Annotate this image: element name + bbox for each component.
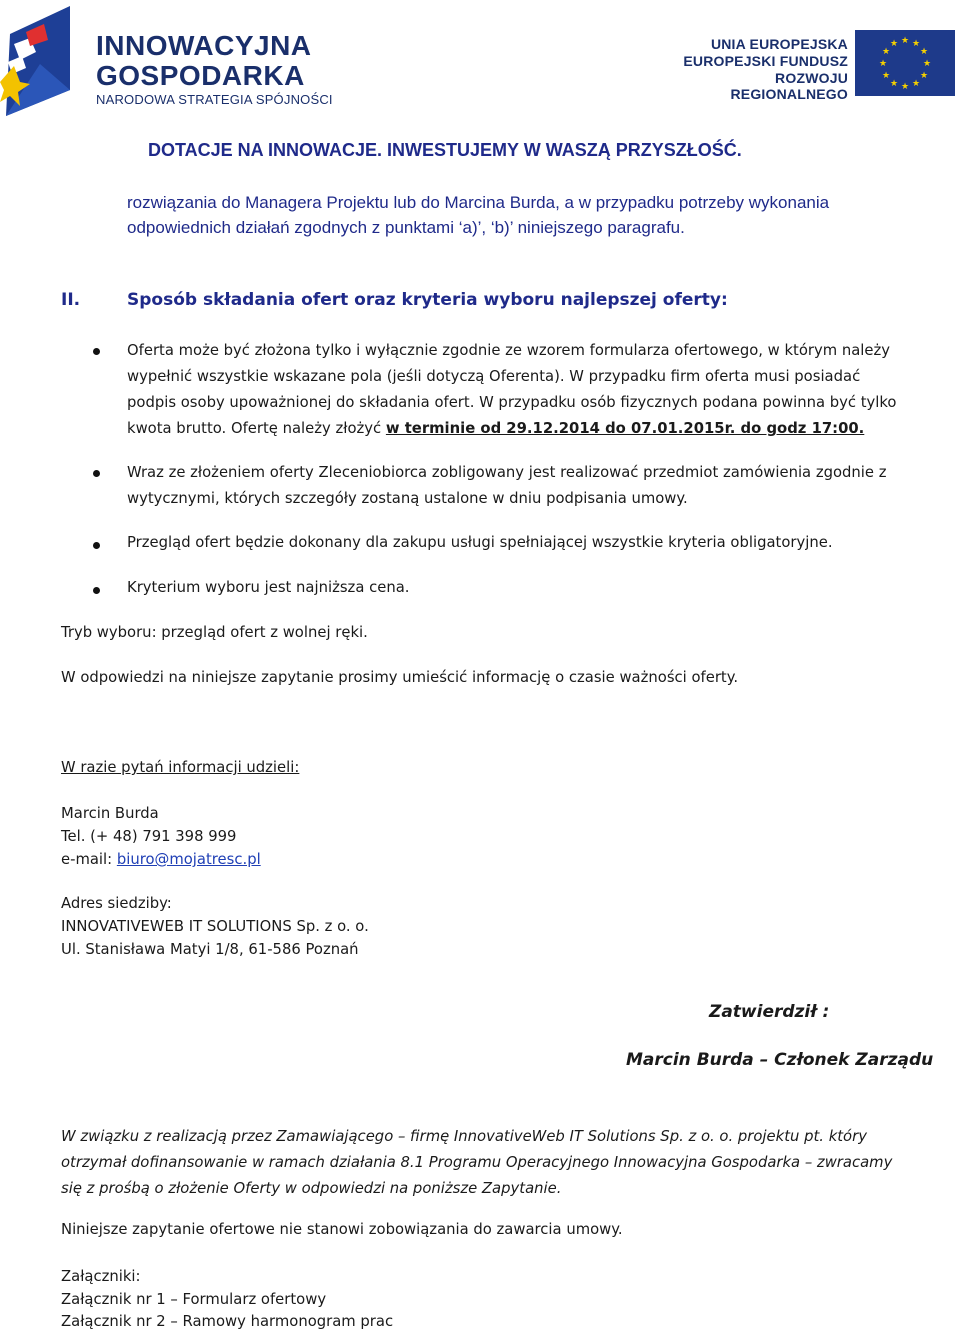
address-label: Adres siedziby: xyxy=(61,895,172,912)
bullet-marker xyxy=(93,470,100,477)
eu-logo xyxy=(660,30,960,100)
svg-text:★: ★ xyxy=(881,71,891,81)
offer-deadline: w terminie od 29.12.2014 do 07.01.2015r. do godz 17:00. xyxy=(385,420,865,437)
intro-line-1: rozwiązania do Managera Projektu lub do Marcina Burda, a w przypadku potrzeby wykonania xyxy=(127,193,830,212)
contact-heading: W razie pytań informacji udzieli: xyxy=(61,759,300,776)
bullet-1-plain: kwota brutto. Ofertę należy złożyć xyxy=(127,420,386,437)
bullet-item-4: Kryterium wyboru jest najniższa cena. xyxy=(127,579,410,596)
eu-logo-line-1: UNIA EUROPEJSKA xyxy=(710,36,848,52)
bullet-1-line-4 xyxy=(127,416,927,442)
bullet-2-line-2: wytycznymi, których szczegóły zostaną ustalone w dniu podpisania umowy. xyxy=(127,490,688,507)
email-link[interactable]: biuro@mojatresc.pl xyxy=(116,851,261,868)
section-number: II. xyxy=(61,290,81,310)
svg-text:★: ★ xyxy=(922,59,932,69)
approval-label: Zatwierdził : xyxy=(709,1002,830,1022)
bullet-2-line-1: Wraz ze złożeniem oferty Zleceniobiorca zobligowany jest realizować przedmiot zamówienia zgodnie z xyxy=(127,464,887,481)
contact-block xyxy=(61,802,261,871)
approval-signer: Marcin Burda – Członek Zarządu xyxy=(626,1050,934,1070)
note-line-1: W związku z realizacją przez Zamawiającego – firmę InnovativeWeb IT Solutions Sp. z o. o. projektu pt. który xyxy=(61,1128,867,1145)
section-title: Sposób składania ofert oraz kryteria wyboru najlepszej oferty: xyxy=(127,290,728,310)
contact-email-row xyxy=(61,848,261,871)
bullet-item-3: Przegląd ofert będzie dokonany dla zakupu usługi spełniającej wszystkie kryteria obligatoryjne. xyxy=(127,534,833,551)
intro-paragraph xyxy=(127,190,829,240)
contact-name: Marcin Burda xyxy=(61,805,159,822)
eu-logo-line-3: ROZWOJU REGIONALNEGO xyxy=(730,70,848,102)
svg-text:★: ★ xyxy=(900,82,910,92)
selection-mode: Tryb wyboru: przegląd ofert z wolnej ręki. xyxy=(61,624,368,641)
svg-text:★: ★ xyxy=(889,79,899,89)
header-slogan: DOTACJE NA INNOWACJE. INWESTUJEMY W WASZĄ PRZYSZŁOŚĆ. xyxy=(148,140,742,160)
intro-line-2: odpowiednich działań zgodnych z punktami ‘a)’, ‘b)’ niniejszego paragrafu. xyxy=(127,218,685,237)
eu-logo-line-2: EUROPEJSKI FUNDUSZ xyxy=(683,53,848,69)
address-company: INNOVATIVEWEB IT SOLUTIONS Sp. z o. o. xyxy=(61,918,369,935)
svg-text:★: ★ xyxy=(889,39,899,49)
logo-line-2: GOSPODARKA xyxy=(96,60,305,91)
context-note xyxy=(61,1124,901,1202)
svg-text:★: ★ xyxy=(911,39,921,49)
svg-text:★: ★ xyxy=(878,59,888,69)
svg-text:★: ★ xyxy=(919,71,929,81)
attachment-item: Załącznik nr 2 – Ramowy harmonogram prac xyxy=(61,1313,394,1330)
bullet-1-line-1: Oferta może być złożona tylko i wyłącznie zgodnie ze wzorem formularza ofertowego, w którym należy xyxy=(127,342,891,359)
bullet-marker xyxy=(93,587,100,594)
address-street: Ul. Stanisława Matyi 1/8, 61-586 Poznań xyxy=(61,941,359,958)
innowacyjna-gospodarka-emblem-icon xyxy=(0,4,72,116)
eu-flag-icon xyxy=(855,30,955,96)
attachments-label: Załączniki: xyxy=(61,1268,141,1285)
bullet-marker xyxy=(93,542,100,549)
svg-text:★: ★ xyxy=(900,36,910,46)
innowacyjna-gospodarka-logo xyxy=(0,0,345,115)
svg-text:★: ★ xyxy=(911,79,921,89)
attachments-block xyxy=(61,1266,393,1334)
bullet-1-line-3: podpis osoby upoważnionej do składania ofert. W przypadku osób fizycznych podana powinna być tylko xyxy=(127,394,897,411)
bullet-marker xyxy=(93,348,100,355)
contact-phone: Tel. (+ 48) 791 398 999 xyxy=(61,828,237,845)
note-line-3: się z prośbą o złożenie Oferty w odpowiedzi na poniższe Zapytanie. xyxy=(61,1180,562,1197)
bullet-item-1 xyxy=(127,338,927,442)
bullet-item-2 xyxy=(127,460,927,512)
svg-text:★: ★ xyxy=(919,47,929,57)
disclaimer: Niniejsze zapytanie ofertowe nie stanowi zobowiązania do zawarcia umowy. xyxy=(61,1221,623,1238)
address-block xyxy=(61,892,369,961)
email-label: e-mail: xyxy=(61,851,117,868)
attachment-item: Załącznik nr 1 – Formularz ofertowy xyxy=(61,1290,327,1308)
validity-request: W odpowiedzi na niniejsze zapytanie prosimy umieścić informację o czasie ważności oferty. xyxy=(61,669,739,686)
logo-line-1: INNOWACYJNA xyxy=(96,30,312,61)
svg-text:★: ★ xyxy=(881,47,891,57)
bullet-1-line-2: wypełnić wszystkie wskazane pola (jeśli dotyczą Oferenta). W przypadku firm oferta musi posiadać xyxy=(127,368,861,385)
note-line-2: otrzymał dofinansowanie w ramach działania 8.1 Programu Operacyjnego Innowacyjna Gospodarka – zwracamy xyxy=(61,1154,893,1171)
logo-line-3: NARODOWA STRATEGIA SPÓJNOŚCI xyxy=(96,92,333,107)
